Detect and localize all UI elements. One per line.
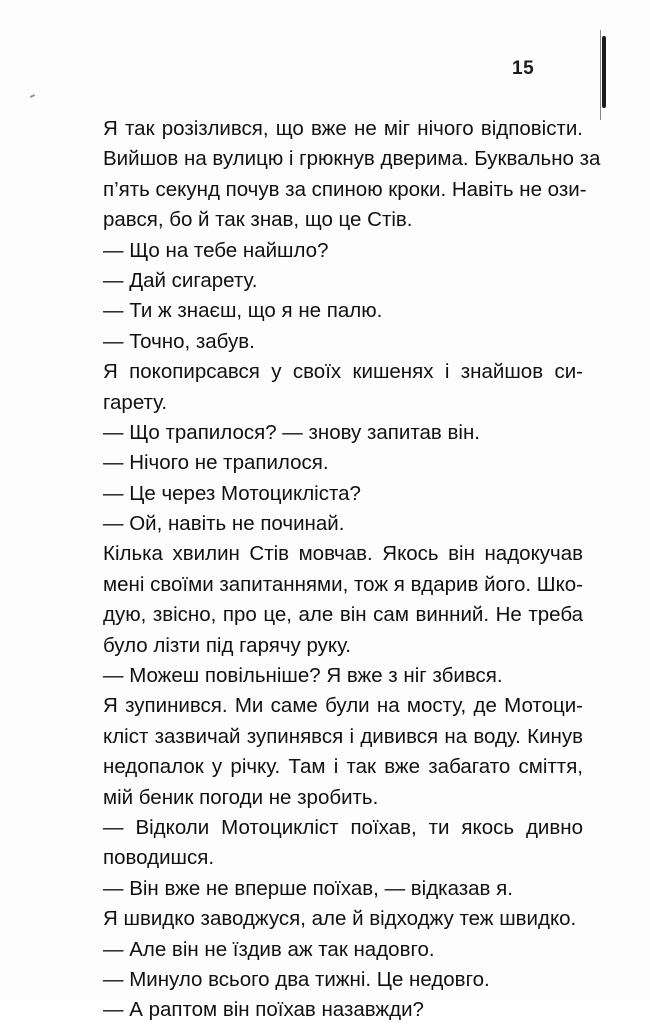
text-line: Я швидко заводжуся, але й відходжу теж швидко. [103,907,577,931]
binding-edge-mark [602,36,606,108]
text-line: Кілька хвилин Стів мовчав. Якось він надокучав [103,542,583,566]
text-line: — Це через Мотоцикліста? [103,481,361,505]
text-line: — Що на тебе найшло? [103,238,329,262]
text-line: — А раптом він поїхав назавжди? [103,998,424,1022]
text-line: було лізти під гарячу руку. [103,633,351,657]
text-line: мій беник погоди не зробить. [103,785,379,809]
page-number: 15 [512,58,535,79]
text-line: Я так розізлився, що вже не міг нічого відповісти. [103,117,583,140]
text-line: поводишся. [103,846,215,870]
text-line: Я покопирсався у своїх кишенях і знайшов си- [103,360,583,384]
text-line: — Минуло всього два тижні. Це недовго. [103,967,490,991]
text-line: Вийшов на вулицю і грюкнув дверима. Буквально за [103,147,601,171]
text-line: п’ять секунд почув за спиною кроки. Навіть не ози- [103,177,587,201]
text-line: кліст зазвичай зупинявся і дивився на воду. Кинув [103,724,583,748]
text-line: гарету. [103,390,168,414]
text-line: рався, бо й так знав, що це Стів. [103,208,413,232]
text-line: — Нічого не трапилося. [103,451,329,475]
text-line: — Дай сигарету. [103,268,258,292]
text-line: Я зупинився. Ми саме були на мосту, де Мотоци- [103,694,583,718]
text-line: — Точно, забув. [103,329,255,353]
text-line: — Ти ж знаєш, що я не палю. [103,299,383,323]
text-line: — Відколи Мотоцикліст поїхав, ти якось дивно [103,815,583,839]
text-line: — Ой, навіть не починай. [103,512,345,536]
binding-edge-shadow [600,30,601,120]
text-line: недопалок у річку. Там і так вже забагато сміття, [103,755,583,779]
text-line: — Що трапилося? — знову запитав він. [103,420,480,444]
text-line: дую, звісно, про це, але він сам винний. Не треба [103,603,583,627]
text-line: — Але він не їздив аж так надовго. [103,937,435,961]
text-line: — Він вже не вперше поїхав, — відказав я. [103,876,513,900]
body-text [103,114,601,1026]
text-line: мені своїми запитаннями, тож я вдарив його. Шко- [103,572,583,596]
scan-speck [30,94,35,98]
text-line: — Можеш повільніше? Я вже з ніг збився. [103,664,503,688]
